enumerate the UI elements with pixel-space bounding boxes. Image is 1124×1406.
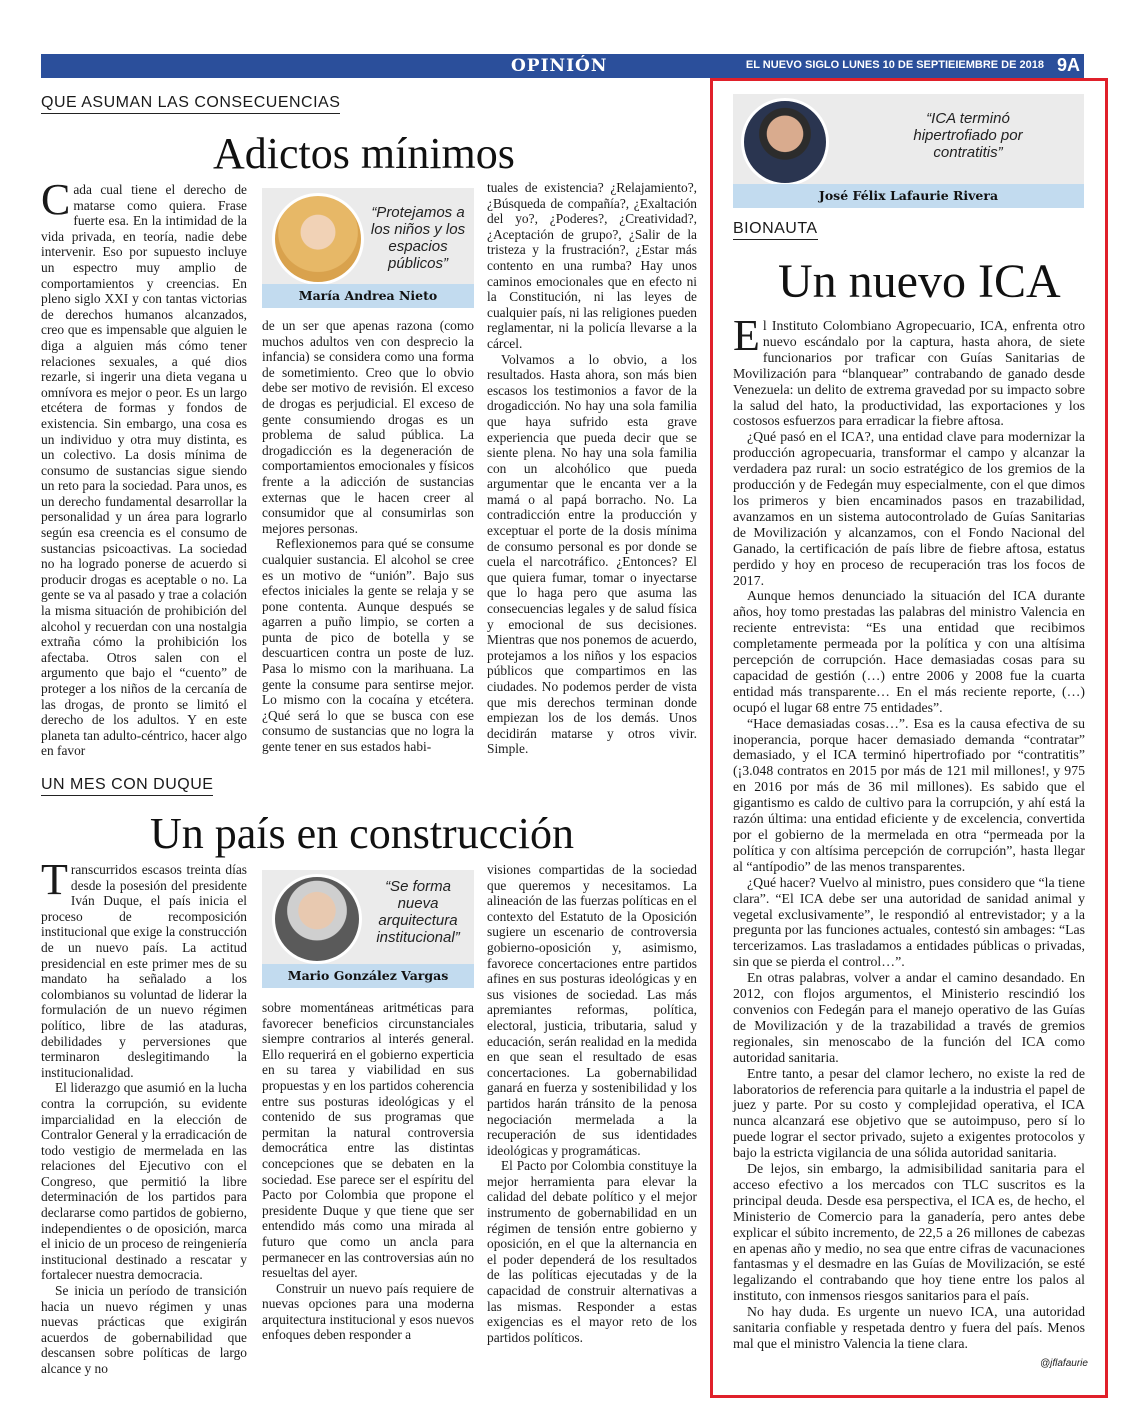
article1-quote-box [262, 188, 474, 308]
article2-column-3 [487, 862, 697, 1394]
paragraph: Se inicia un período de transición hacia un nuevo régimen y unas nuevas prácticas que exigirán acuerdos de gobernabilidad que descansen sobre políticas de largo alcance y no [41, 1283, 247, 1376]
paragraph: Construir un nuevo país requiere de nuevas opciones para una moderna arquitectura institucional y esos nuevos enfoques deben responder a [262, 1280, 474, 1343]
dropcap: C [41, 175, 71, 224]
paragraph: Aunque hemos denunciado la situación del ICA durante años, hoy tomo prestadas las palabras del ministro Valencia en reciente entrevista: “Es una entidad que recibimos completamente permeada por la política y con una altísima percepción de corrupción. Hace demasiadas cosas para su capacidad de gestión (…) entre 2006 y 2008 fue la cuarta entidad más transparente… En el más reciente reporte, (…) ocupó el lugar 68 entre 75 entidades”. [733, 588, 1085, 715]
article1-column-2 [262, 318, 474, 762]
article3-quote-box [733, 94, 1084, 208]
paragraph: ¿Qué hacer? Vuelvo al ministro, pues considero que “la tiene clara”. “El ICA debe ser una autoridad de sanidad animal y vegetal exclusivamente”, le respondió al entrevistador; y a la pregunta por las funciones actuales, contestó sin ambages: “Las tercerizamos. Las trasladamos a entidades públicas o privadas, sin que se pierda el control…”. [733, 874, 1085, 970]
paragraph: de un ser que apenas razona (como muchos adultos ven con desprecio la infancia) se considera como una forma de sometimiento. Creo que lo obvio debe ser motivo de revisión. El exceso de drogas es perjudicial. El exceso de gente consumiendo drogas es un problema de salud pública. La drogadicción es la degeneración de comportamientos emocionales y físicos frente a la adicción de sustancias externas que le hacen creer al consumidor que al consumirlas son mejores personas. [262, 318, 474, 536]
paragraph: El Pacto por Colombia constituye la mejor herramienta para elevar la calidad del debate político y el mejor instrumento de gobernabilidad en un régimen de tensión entre gobierno y oposición, en el que la alternancia en el poder dependerá de los resultados de las políticas ejecutadas y de la capacidad de construir alternativas a las mismas. Responder a estas exigencias es el mayor reto de los partidos políticos. [487, 1158, 697, 1345]
paragraph: De lejos, sin embargo, la admisibilidad sanitaria para el acceso efectivo a los mercados con TLC suscritos es la principal deuda. Desde esa perspectiva, el ICA es, de hecho, el Ministerio de Comercio para la ganadería, pero antes debe explicar el súbito incremento, de 22,5 a 26 millones de cabezas en apenas año y medio, no sea que entre cifras de vacunaciones fantasmas y el desmadre en las Guías de Movilización, se esté legalizando el contrabando que hoy tiene entre los palos al instituto, con inmensos riesgos sanitarios para el país. [733, 1161, 1085, 1304]
article2-headline: Un país en construcción [150, 809, 574, 858]
article3-kicker: BIONAUTA [733, 220, 818, 240]
author-photo [272, 874, 362, 964]
article2-kicker: UN MES CON DUQUE [41, 776, 213, 796]
pull-quote: “Se forma nueva arquitectura institucional” [376, 878, 460, 946]
author-photo [741, 98, 829, 186]
article1-column-3 [487, 180, 697, 757]
paragraph: visiones compartidas de la sociedad que queremos y necesitamos. La alineación de las fuerzas políticas en el contexto del Estatuto de la Oposición sugiere un escenario de controversia gobierno-oposición y, asimismo, favorece concertaciones entre partidos afines en sus posturas ideológicas y en sus visiones de sociedad. Las más apremiantes reformas, política, electoral, justicia, tributaria, salud y educación, serán realidad en la medida en que sean el resultado de esas concertaciones. La gobernabilidad ganará en fuerza y sostenibilidad y los partidos harán tránsito de la penosa negociación mermelada a la recuperación de sus identidades ideológicas y programáticas. [487, 862, 697, 1158]
paragraph: El liderazgo que asumió en la lucha contra la corrupción, su evidente imparcialidad en la elección de Contralor General y la erradicación de todo vestigio de mermelada en las relaciones del Ejecutivo con el Congreso, que permitió la libre determinación de los partidos para declararse como partidos de gobierno, independientes o de oposición, marca el inicio de un proceso de reingeniería institucional destinado a rescatar y fortalecer nuestra democracia. [41, 1080, 247, 1283]
paragraph: Entre tanto, a pesar del clamor lechero, no existe la red de laboratorios de referencia para quitarle a la industria el papel de juez y parte. Por su costo y complejidad operativa, el ICA nunca alcanzará ese objetivo que se autoimpuso, pero sí lo puede lograr el sector privado, sujeto a exigentes protocolos y bajo la estricta vigilancia de una sólida autoridad sanitaria. [733, 1065, 1085, 1161]
paragraph: ada cual tiene el derecho de matarse como quiera. Frase fuerte esa. En la intimidad de la vida privada, en teoría, nadie debe intervenir. Eso por supuesto incluye un espectro muy amplio de comportamientos y creencias. En pleno siglo XXI y con tantas victorias de derechos humanos alcanzados, creo que es impensable que alguien le diga a alguien más cómo tener relaciones sexuales, a qué dios rezarle, si ingerir una dieta vegana u omnívora es mejor o peor. Es un largo etcétera de formas y fondos de existencia. Sin embargo, una cosa es un individuo y otra muy distinta, es un colectivo. La dosis mínima de consumo de sustancias sigue siendo un reto para la sociedad. Para unos, es un derecho fundamental desarrollar la personalidad y un área para lograrlo según esa creencia es el consumo de sustancias psicoactivas. La sociedad no ha logrado ponerse de acuerdo si producir drogas es aceptable o no. La gente se va al pasado y trae a colación la misma situación de prohibición del alcohol y recuerdan con una nostalgia extraña cómo la prohibición los afectaba. Otros salen con el argumento que bajo el “cuento” de proteger a los niños de la cercanía de las drogas, de pronto se limitó el derecho de los adultos. Y en este planeta tan adulto-céntrico, hacer algo en favor [41, 182, 247, 759]
paragraph: En otras palabras, volver a andar el camino desandado. En 2012, con flojos argumentos, el Ministerio rescindió los convenios con Fedegán para el manejo operativo de las Guías de Movilización y de la trazabilidad a través de gremios regionales, sin menoscabo de la función del ICA como autoridad sanitaria. [733, 970, 1085, 1065]
article2-quote-box [262, 870, 474, 988]
paragraph: Volvamos a lo obvio, a los resultados. Hasta ahora, son más bien escasos los testimonios a favor de la drogadicción. No hay una sola familia que haya sufrido esta grave experiencia que pueda decir que se siente plena. No hay una sola familia con un alcohólico que pueda argumentar que le encanta ver a la mamá o al papá borracho. No. La contradicción entre la producción y exceptuar el porte de la dosis mínima de consumo personal es por donde se cuela el narcotráfico. ¿Entonces? El que quiera fumar, tomar o inyectarse que lo haga pero que asuma las consecuencias legales y de salud física y emocional de sus decisiones. Mientras que nos ponemos de acuerdo, protejamos a los niños y los espacios públicos que compartimos en las ciudades. No podemos perder de vista que mis derechos terminan donde empiezan los de los demás. Unos decidirán matarse y otros vivir. Simple. [487, 351, 697, 757]
article2-column-1 [41, 855, 248, 1394]
pull-quote: “ICA terminó hipertrofiado por contratitis” [913, 110, 1023, 161]
twitter-handle: @jflafaurie [1040, 1358, 1088, 1369]
paragraph: ¿Qué pasó en el ICA?, una entidad clave para modernizar la producción agropecuaria, transformar el campo y alcanzar la verdadera paz rural: un socio estratégico de los gremios de la producción y de Fedegán muy especialmente, con el que dimos los primeros y bien encaminados pasos en trazabilidad, avanzamos en un sistema autocontrolado de Guías Sanitarias de Movilización y alcanzamos, con el Fondo Nacional del Ganado, la certificación de país libre de fiebre aftosa, estatus perdido y hoy en proceso de recuperación tras los focos de 2017. [733, 429, 1085, 588]
paragraph: ranscurridos escasos treinta días desde la posesión del presidente Iván Duque, el país inicia el proceso de recomposición institucional que exige la construcción de un nuevo país. La actitud presidencial en este primer mes de su mandato ha señalado a los colombianos su voluntad de liderar la formulación de un nuevo régimen político, libre de las ataduras, debilidades y perversiones que terminaron deslegitimando la institucionalidad. [41, 862, 248, 1080]
paragraph: l Instituto Colombiano Agropecuario, ICA, enfrenta otro nuevo escándalo por la captura, hasta ahora, de siete funcionarios por traficar con Guías Sanitarias de Movilización para “blanquear” contrabando de ganado desde Venezuela: un delito de extrema gravedad por su impacto sobre la salud del hato, la productividad, las exportaciones y los costosos esfuerzos para erradicar la fiebre aftosa. [733, 318, 1085, 429]
masthead-bar [41, 54, 1084, 78]
page-number: 9A [1056, 55, 1080, 75]
dropcap: T [41, 855, 68, 904]
paragraph: sobre momentáneas aritméticas para favorecer beneficios circunstanciales siempre contrarios al interés general. Ello requerirá en el gobierno experticia en su tarea y viabilidad en sus propuestas y en los partidos coherencia entre sus posturas ideológicas y el contenido de sus programas que permitan la natural controversia democrática entre las distintas concepciones que se debaten en la sociedad. Ese parece ser el espíritu del Pacto por Colombia que propone el presidente Duque y que tiene que ser entendido más como una mirada al futuro que como un ancla para permanecer en las controversias aún no resueltas del ayer. [262, 1000, 474, 1281]
paragraph: No hay duda. Es urgente un nuevo ICA, una autoridad sanitaria confiable y respetada dentro y fuera del país. Menos mal que el ministro Valencia la tiene clara. [733, 1304, 1085, 1351]
pull-quote: “Protejamos a los niños y los espacios públicos” [370, 204, 466, 272]
article3-body [733, 311, 1085, 1352]
paragraph: tuales de existencia? ¿Relajamiento?, ¿Búsqueda de compañía?, ¿Exaltación del yo?, ¿Poderes?, ¿Creatividad?, ¿Aceptación de grupo?, ¿Salir de la tristeza y la frustración?, ¿Estar más contento en una rumba? Hay unos caminos emocionales que en efecto ni la Constitución, ni las leyes de cualquier país, ni las religiones pueden reglamentar, ni la policía llevarse a la cárcel. [487, 180, 697, 351]
article1-column-1 [41, 175, 247, 762]
dropcap: E [733, 311, 760, 360]
paragraph: “Hace demasiadas cosas…”. Esa es la causa efectiva de su inoperancia, porque hacer demasiado demanda “contratar” demasiado, y el ICA terminó hipertrofiado por “contratitis” (¡3.048 contratos en 2015 por más de 121 mil millones!, y 975 en 2016 por más de 36 mil millones). Es sabido que el gigantismo es caldo de cultivo para la corrupción, y ahí está la razón última: una entidad eficiente y de excelencia, convertida por el gobierno de la mermelada en otra “permeada por la política y con altísima percepción de corrupción”, hasta llegar al “antípodio” de las menos transparentes. [733, 715, 1085, 874]
dateline: EL NUEVO SIGLO LUNES 10 DE SEPTIEIEMBRE DE 2018 [745, 59, 1044, 71]
article1-headline: Adictos mínimos [213, 129, 515, 178]
section-title: OPINIÓN [511, 56, 608, 76]
author-name: Mario González Vargas [262, 964, 474, 988]
author-name: María Andrea Nieto [262, 284, 474, 308]
article3-headline: Un nuevo ICA [778, 255, 1061, 308]
author-photo [272, 193, 364, 285]
author-name: José Félix Lafaurie Rivera [733, 184, 1084, 208]
paragraph: Reflexionemos para qué se consume cualquier sustancia. El alcohol se cree es un motivo de “unión”. Bajo sus efectos iniciales la gente se relaja y se pone contenta. Aunque después se agarren a puño limpio, se corten a punta de pico de botella y se descuarticen contra un poste de luz. Pasa lo mismo con la marihuana. La gente la consume para sentirse mejor. Lo mismo con la cocaína y etcétera. ¿Qué será lo que se busca con ese consumo de sustancias que no logra la gente tener en sus estados habi- [262, 536, 474, 755]
article1-kicker: QUE ASUMAN LAS CONSECUENCIAS [41, 94, 340, 114]
article2-column-2 [262, 1000, 474, 1394]
